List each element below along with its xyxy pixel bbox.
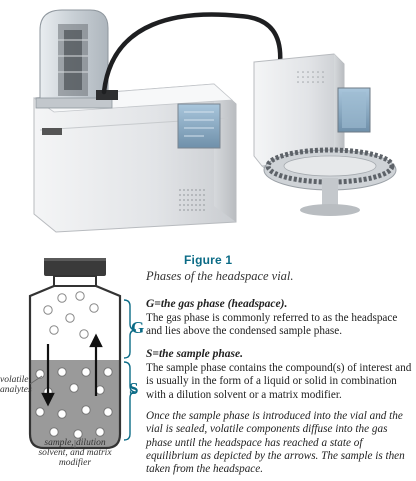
figure-caption: Phases of the headspace vial.: [146, 269, 294, 283]
gas-phase-heading: G=the gas phase (headspace).: [146, 298, 288, 310]
sample-brace: [124, 362, 139, 440]
sample-carousel: [264, 150, 396, 216]
sample-phase-letter: S: [129, 379, 139, 398]
sample-composition-label: sample, dilution solvent, and matrix modifier: [38, 438, 112, 468]
gas-phase-letter: G: [131, 318, 145, 337]
gas-phase-molecules: [44, 292, 98, 338]
figure-label: Figure 1: [184, 253, 233, 267]
equilibrium-explanation: Once the sample phase is introduced into the vial and the vial is sealed, volatile components diffuse into the gas phase until the headspace has reached a state of equilibrium as depicted by the arrows. The sample is then taken from the headspace.: [146, 410, 405, 476]
volatile-analytes-label: volatile analytes: [0, 375, 32, 395]
gas-phase-description: The gas phase is commonly referred to as the headspace and lies above the condensed sample phase.: [146, 312, 398, 338]
sample-phase-description: The sample phase contains the compound(s) of interest and is usually in the form of a liquid or solid in combination with a dilution solvent or a matrix modifier.: [146, 362, 412, 401]
instrument-photo: [0, 0, 416, 240]
sample-phase-heading: S=the sample phase.: [146, 348, 243, 360]
